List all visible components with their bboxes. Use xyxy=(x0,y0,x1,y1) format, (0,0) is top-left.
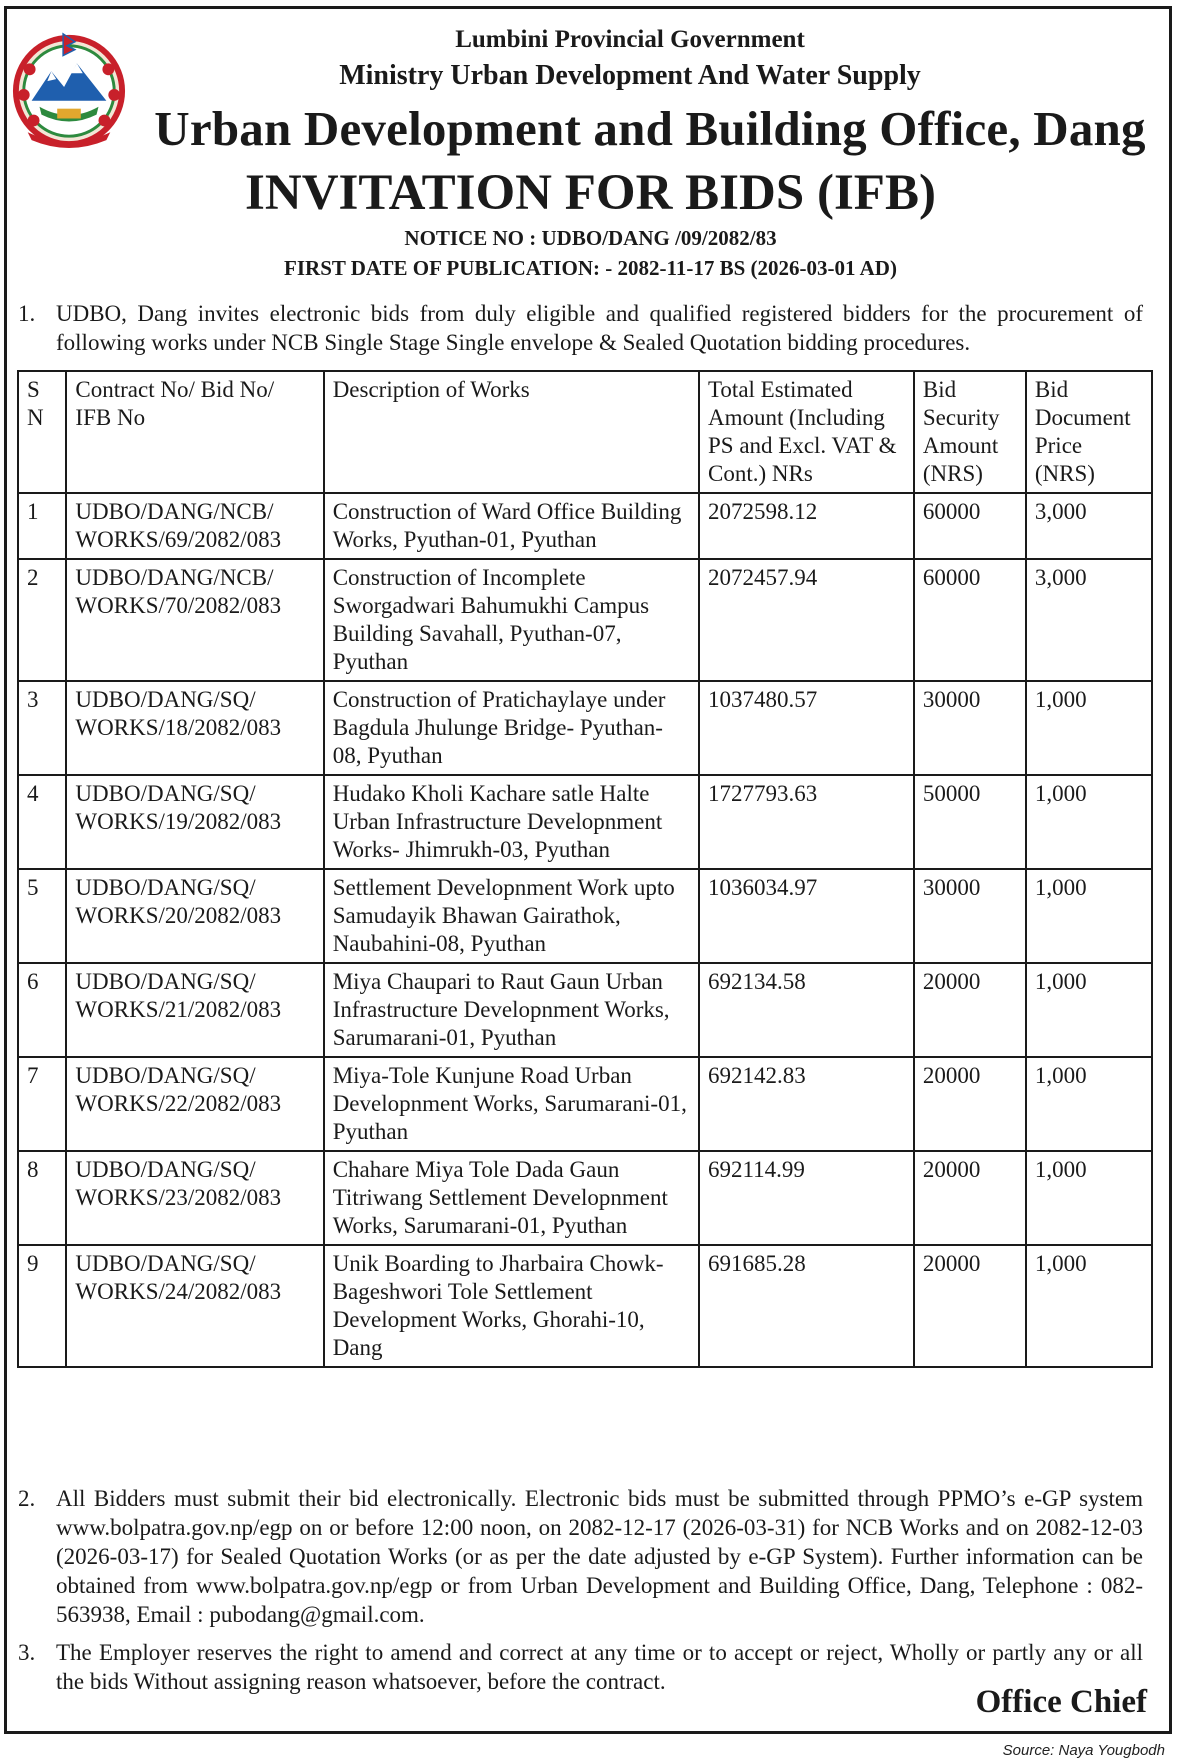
cell-sn: 3 xyxy=(18,681,66,775)
cell-description: Construction of Ward Office Building Works, Pyuthan-01, Pyuthan xyxy=(324,493,699,559)
cell-description: Miya-Tole Kunjune Road Urban Developnment Works, Sarumarani-01, Pyuthan xyxy=(324,1057,699,1151)
cell-security: 50000 xyxy=(914,775,1026,869)
cell-description: Construction of Pratichaylaye under Bagdula Jhulunge Bridge- Pyuthan-08, Pyuthan xyxy=(324,681,699,775)
cell-contract: UDBO/DANG/NCB/ WORKS/69/2082/083 xyxy=(66,493,323,559)
cell-description: Unik Boarding to Jharbaira Chowk- Bageshwori Tole Settlement Development Works, Ghorahi-10, Dang xyxy=(324,1245,699,1367)
cell-contract: UDBO/DANG/SQ/ WORKS/24/2082/083 xyxy=(66,1245,323,1367)
table-header-row xyxy=(18,371,1152,493)
cell-price: 1,000 xyxy=(1026,1151,1152,1245)
bids-table xyxy=(17,370,1153,1368)
source-credit: Source: Naya Yougbodh xyxy=(1002,1742,1165,1759)
cell-security: 60000 xyxy=(914,493,1026,559)
cell-price: 1,000 xyxy=(1026,1057,1152,1151)
header-amount: Total Estimated Amount (Including PS and Excl. VAT & Cont.) NRs xyxy=(699,371,914,493)
cell-security: 20000 xyxy=(914,963,1026,1057)
cell-price: 1,000 xyxy=(1026,963,1152,1057)
cell-price: 3,000 xyxy=(1026,493,1152,559)
table-row xyxy=(18,1057,1152,1151)
table-row xyxy=(18,493,1152,559)
cell-amount: 692134.58 xyxy=(699,963,914,1057)
cell-contract: UDBO/DANG/NCB/ WORKS/70/2082/083 xyxy=(66,559,323,681)
paragraph-number: 1. xyxy=(18,301,36,326)
cell-amount: 1727793.63 xyxy=(699,775,914,869)
header-security: Bid Security Amount (NRS) xyxy=(914,371,1026,493)
paragraph-text: The Employer reserves the right to amend and correct at any time or to accept or reject, Wholly or partly any or all the bids Without assigning reason whatsoever, before the contract. xyxy=(56,1640,1143,1694)
cell-amount: 2072457.94 xyxy=(699,559,914,681)
cell-amount: 2072598.12 xyxy=(699,493,914,559)
header-contract: Contract No/ Bid No/ IFB No xyxy=(66,371,323,493)
cell-security: 20000 xyxy=(914,1057,1026,1151)
cell-contract: UDBO/DANG/SQ/ WORKS/20/2082/083 xyxy=(66,869,323,963)
table-row xyxy=(18,559,1152,681)
cell-amount: 692142.83 xyxy=(699,1057,914,1151)
government-name: Lumbini Provincial Government xyxy=(455,26,805,53)
paragraph-1 xyxy=(18,299,1143,357)
cell-price: 1,000 xyxy=(1026,869,1152,963)
cell-description: Settlement Developnment Work upto Samudayik Bhawan Gairathok, Naubahini-08, Pyuthan xyxy=(324,869,699,963)
cell-price: 3,000 xyxy=(1026,559,1152,681)
table-row xyxy=(18,681,1152,775)
cell-amount: 691685.28 xyxy=(699,1245,914,1367)
table-row xyxy=(18,1151,1152,1245)
table-row xyxy=(18,869,1152,963)
cell-sn: 2 xyxy=(18,559,66,681)
cell-contract: UDBO/DANG/SQ/ WORKS/23/2082/083 xyxy=(66,1151,323,1245)
header-price: Bid Document Price (NRS) xyxy=(1026,371,1152,493)
cell-description: Hudako Kholi Kachare satle Halte Urban Infrastructure Developnment Works- Jhimrukh-03, Pyuthan xyxy=(324,775,699,869)
cell-security: 20000 xyxy=(914,1245,1026,1367)
table-row xyxy=(18,1245,1152,1367)
cell-sn: 5 xyxy=(18,869,66,963)
notice-title: INVITATION FOR BIDS (IFB) xyxy=(245,165,936,221)
cell-sn: 4 xyxy=(18,775,66,869)
cell-amount: 692114.99 xyxy=(699,1151,914,1245)
cell-price: 1,000 xyxy=(1026,681,1152,775)
cell-amount: 1036034.97 xyxy=(699,869,914,963)
table-row xyxy=(18,775,1152,869)
nepal-emblem-icon xyxy=(10,30,128,148)
cell-contract: UDBO/DANG/SQ/ WORKS/22/2082/083 xyxy=(66,1057,323,1151)
cell-sn: 1 xyxy=(18,493,66,559)
paragraph-text: All Bidders must submit their bid electronically. Electronic bids must be submitted through PPMO’s e-GP system www.bolpatra.gov.np/egp on or before 12:00 noon, on 2082-12-17 (2026-03-31) for NCB Works and on 2082-12-03 (2026-03-17) for Sealed Quotation Works (or as per the date adjusted by e-GP System). Further information can be obtained from www.bolpatra.gov.np/egp or from Urban Development and Building Office, Dang, Telephone : 082-563938, Email : pubodang@gmail.com. xyxy=(56,1486,1143,1627)
publication-date: FIRST DATE OF PUBLICATION: - 2082-11-17 BS (2026-03-01 AD) xyxy=(284,256,897,280)
cell-contract: UDBO/DANG/SQ/ WORKS/19/2082/083 xyxy=(66,775,323,869)
cell-sn: 6 xyxy=(18,963,66,1057)
cell-contract: UDBO/DANG/SQ/ WORKS/18/2082/083 xyxy=(66,681,323,775)
cell-security: 30000 xyxy=(914,681,1026,775)
cell-contract: UDBO/DANG/SQ/ WORKS/21/2082/083 xyxy=(66,963,323,1057)
cell-security: 30000 xyxy=(914,869,1026,963)
cell-description: Construction of Incomplete Sworgadwari Bahumukhi Campus Building Savahall, Pyuthan-07, Pyuthan xyxy=(324,559,699,681)
paragraph-3 xyxy=(18,1638,1143,1696)
cell-security: 60000 xyxy=(914,559,1026,681)
cell-amount: 1037480.57 xyxy=(699,681,914,775)
notice-number: NOTICE NO : UDBO/DANG /09/2082/83 xyxy=(404,226,777,250)
cell-description: Miya Chaupari to Raut Gaun Urban Infrastructure Developnment Works, Sarumarani-01, Pyuthan xyxy=(324,963,699,1057)
header-sn: S N xyxy=(18,371,66,493)
cell-security: 20000 xyxy=(914,1151,1026,1245)
cell-sn: 8 xyxy=(18,1151,66,1245)
table-row xyxy=(18,963,1152,1057)
office-name: Urban Development and Building Office, Dang xyxy=(154,101,1146,156)
paragraph-2 xyxy=(18,1484,1143,1629)
ministry-name: Ministry Urban Development And Water Supply xyxy=(339,60,921,91)
cell-sn: 9 xyxy=(18,1245,66,1367)
cell-price: 1,000 xyxy=(1026,1245,1152,1367)
paragraph-number: 3. xyxy=(18,1640,36,1665)
paragraph-number: 2. xyxy=(18,1486,36,1511)
header-description: Description of Works xyxy=(324,371,699,493)
cell-sn: 7 xyxy=(18,1057,66,1151)
paragraph-text: UDBO, Dang invites electronic bids from duly eligible and qualified registered bidders for the procurement of following works under NCB Single Stage Single envelope & Sealed Quotation bidding procedures. xyxy=(56,301,1143,355)
cell-description: Chahare Miya Tole Dada Gaun Titriwang Settlement Developnment Works, Sarumarani-01, Pyuthan xyxy=(324,1151,699,1245)
cell-price: 1,000 xyxy=(1026,775,1152,869)
signature-office-chief: Office Chief xyxy=(975,1684,1147,1720)
